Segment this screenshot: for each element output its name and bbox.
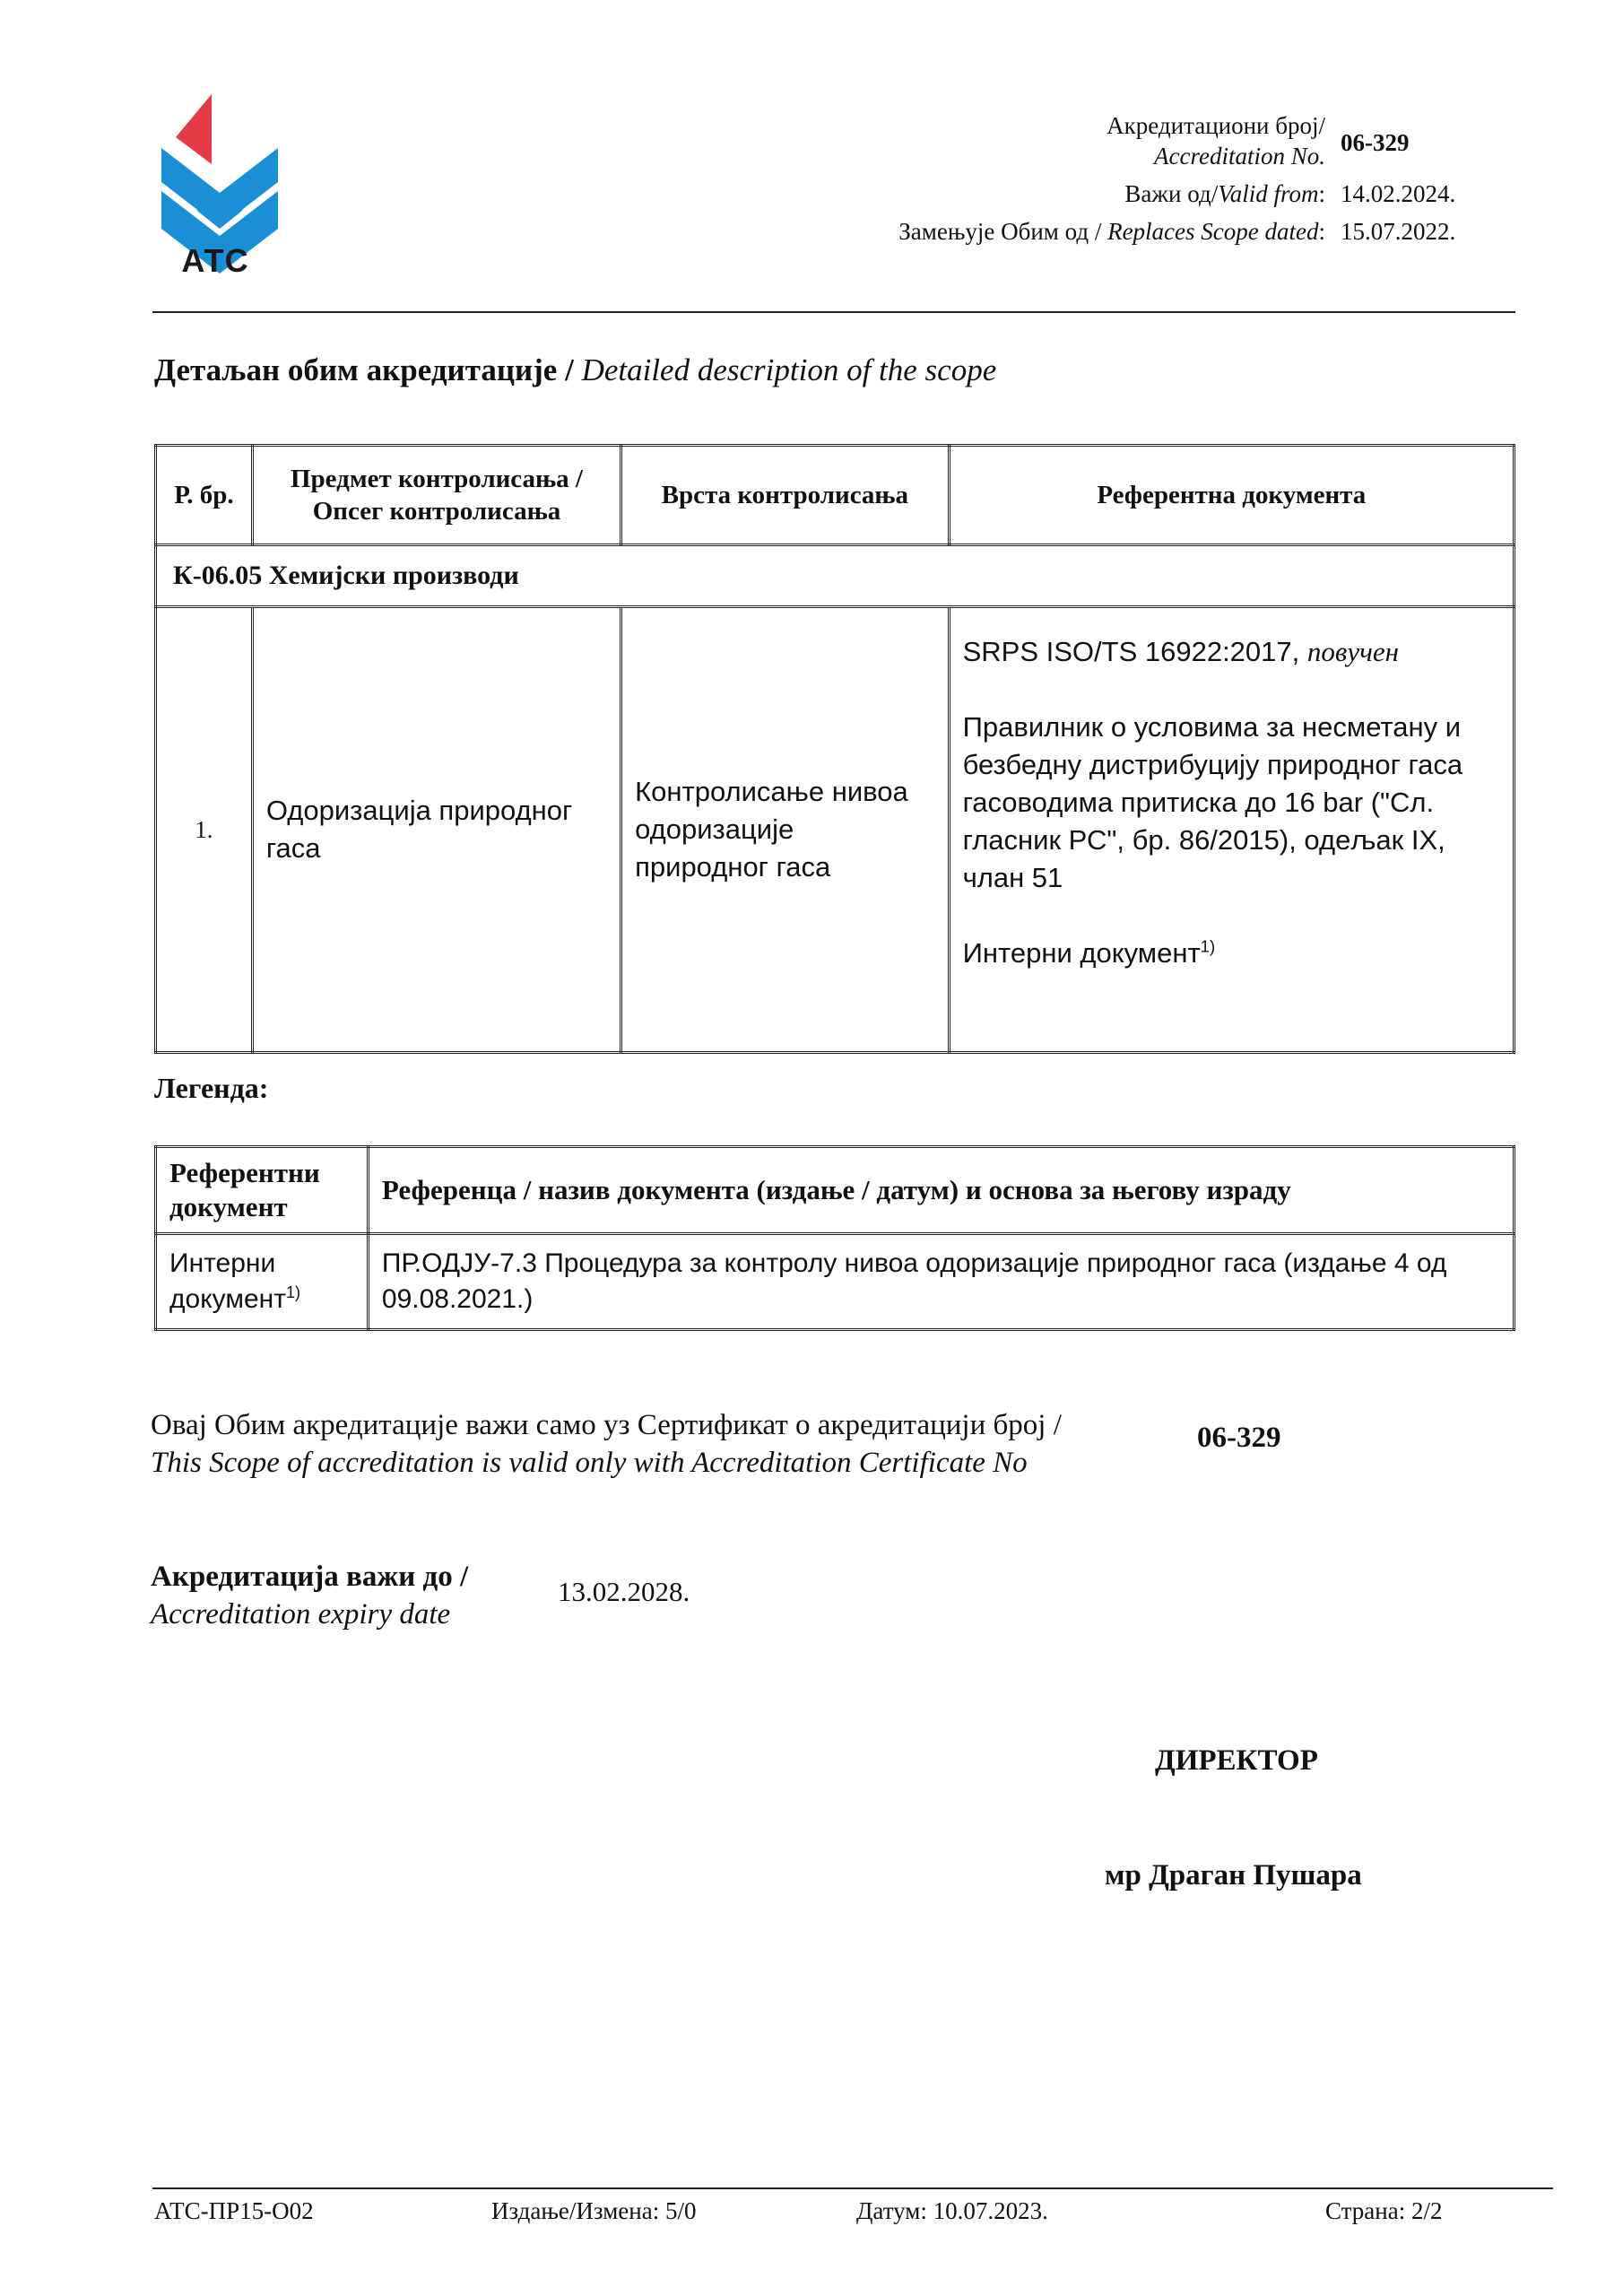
footer-edition: Издање/Измена: 5/0 [491, 2197, 697, 2224]
header-divider [152, 311, 1515, 313]
scope-heading [154, 352, 996, 388]
legend-doc-footnote: 1) [285, 1283, 300, 1301]
legend-doc-label: Интерни документ [169, 1248, 286, 1314]
row-type: Контролисање нивоа одоризације природног гаса [621, 607, 950, 1053]
footer-doc-code: АТС-ПР15-О02 [154, 2197, 314, 2224]
logo-text: АТС [181, 242, 249, 279]
row-subject: Одоризација природног гаса [252, 607, 621, 1053]
expiry-label-sr: Акредитација важи до / [151, 1561, 469, 1593]
ref-rulebook: Правилник о условима за несметану и безбедну дистрибуцију природног гаса гасоводима притиска до 16 bar ("Сл. гласник РС", бр. 86/2015), одељак IX, члан 51 [962, 711, 1463, 893]
replaces-date: 15.07.2022. [1341, 218, 1456, 245]
expiry-date: 13.02.2028. [558, 1576, 690, 1607]
column-header-type: Врста контролисања [621, 446, 950, 545]
column-header-references: Референтна документа [949, 446, 1514, 545]
accreditation-no-label [807, 110, 1325, 171]
footer-divider [152, 2187, 1553, 2189]
scope-table [154, 444, 1515, 1054]
scope-heading-en: Detailed description of the scope [581, 352, 997, 387]
expiry-label-en: Accreditation expiry date [151, 1598, 451, 1631]
validity-statement [151, 1406, 1062, 1482]
accreditation-no-label-en: Accreditation No. [1154, 143, 1325, 170]
column-header-number: Р. бр. [156, 446, 253, 545]
scope-heading-sr: Детаљан обим акредитације [154, 352, 558, 387]
footer-page: Страна: 2/2 [1325, 2197, 1443, 2224]
ref-standard-code: SRPS ISO/TS 16922:2017, [962, 636, 1307, 667]
valid-from-label-sr: Важи од/ [1124, 180, 1219, 207]
certificate-number: 06-329 [1197, 1422, 1281, 1454]
validity-statement-sr: Овај Обим акредитације важи само уз Сертификат о акредитацији број / [151, 1409, 1062, 1441]
legend-table-header [156, 1147, 1515, 1234]
scope-table-header [156, 446, 1515, 545]
valid-from-date: 14.02.2024. [1341, 180, 1456, 207]
expiry-label [151, 1558, 468, 1633]
director-name: мр Драган Пушара [1105, 1859, 1362, 1892]
scope-heading-separator: / [557, 352, 582, 387]
footer-date: Датум: 10.07.2023. [856, 2197, 1048, 2224]
validity-statement-en: This Scope of accreditation is valid only with Accreditation Certificate No [151, 1447, 1028, 1479]
logo-red-triangle [176, 94, 212, 164]
accreditation-no-label-sr: Акредитациони број/ [1107, 112, 1325, 139]
ref-standard [963, 633, 1500, 671]
replaces-label: Замењује Обим од / Replaces Scope dated: [898, 218, 1325, 245]
section-title: К-06.05 Хемијски производи [156, 545, 1515, 607]
row-number: 1. [156, 607, 253, 1053]
legend-row [156, 1234, 1515, 1330]
ref-internal-footnote: 1) [1200, 936, 1216, 956]
table-row [156, 607, 1515, 1053]
replaces-label-en: Replaces Scope dated [1107, 218, 1319, 245]
ref-internal-label: Интерни документ [962, 937, 1201, 969]
row-references [949, 607, 1514, 1053]
valid-from-label-en: Valid from [1218, 180, 1319, 207]
ref-internal [963, 935, 1500, 972]
legend-row-reference: ПР.ОДЈУ-7.3 Процедура за контролу нивоа одоризације природног гаса (издање 4 од 09.08.2021.) [368, 1234, 1514, 1330]
legend-heading: Легенда: [154, 1072, 269, 1104]
legend-table [154, 1145, 1515, 1331]
replaces-label-sr: Замењује Обим од / [898, 218, 1108, 245]
legend-column-doc: Референтни документ [156, 1147, 369, 1234]
section-row [156, 545, 1515, 607]
valid-from-label: Важи од/Valid from: [1124, 180, 1325, 207]
accreditation-no: 06-329 [1341, 129, 1410, 156]
director-title: ДИРЕКТОР [1155, 1744, 1318, 1777]
column-header-subject: Предмет контролисања / Опсег контролисања [252, 446, 621, 545]
legend-column-reference: Референца / назив документа (издање / датум) и основа за његову израду [368, 1147, 1514, 1234]
legend-row-doc [156, 1234, 369, 1330]
ref-standard-status: повучен [1306, 636, 1400, 667]
